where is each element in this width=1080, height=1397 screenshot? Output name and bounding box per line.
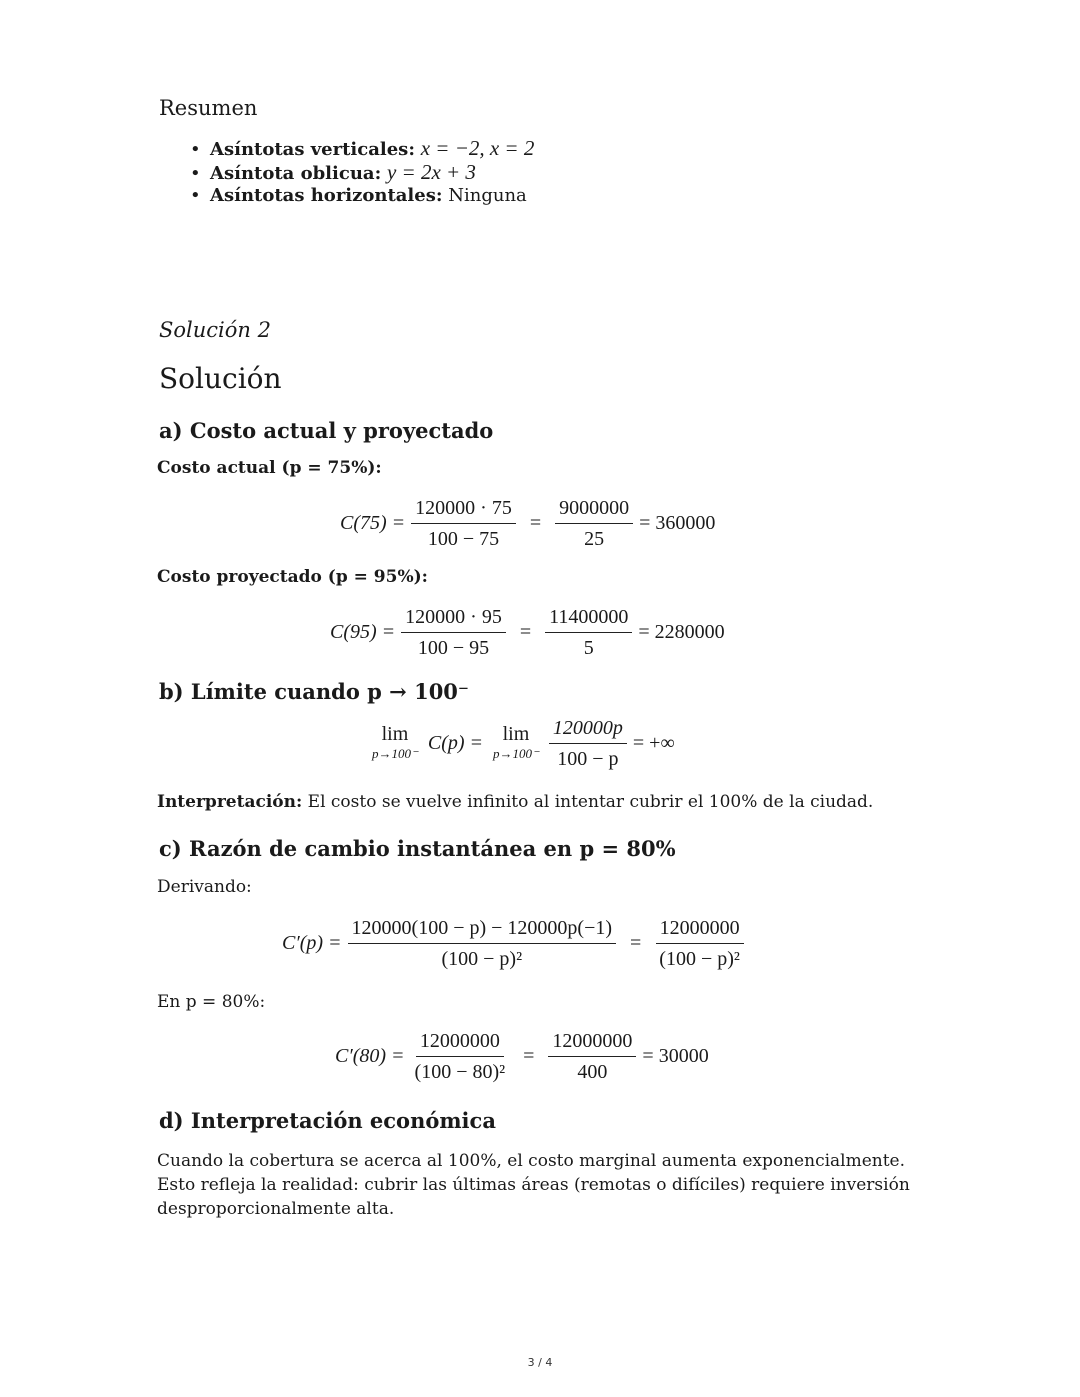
denominator: 100 − 75 (427, 528, 500, 550)
numerator: 120000(100 − p) − 120000p(−1) (348, 916, 616, 944)
limit-operator (372, 724, 418, 764)
denominator: 100 − 95 (417, 637, 490, 659)
denominator: 5 (583, 637, 594, 659)
part-d-heading: d) Interpretación económica (159, 1108, 496, 1133)
interpretation-text: El costo se vuelve infinito al intentar cubrir el 100% de la ciudad. (302, 792, 874, 812)
fraction (555, 496, 633, 551)
numerator: 120000 · 75 (411, 496, 516, 524)
equation-limit (368, 716, 675, 771)
economic-interpretation-text: Cuando la cobertura se acerca al 100%, el costo marginal aumenta exponencialmente. Esto refleja la realidad: cubrir las últimas áreas (remotas o difíciles) requiere inversión desproporcionalmente alta. (157, 1151, 910, 1219)
list-item (190, 136, 534, 160)
eq-lhs: C′(80) = (335, 1045, 405, 1067)
item-label: Asíntotas verticales: (210, 139, 415, 160)
numerator: 9000000 (555, 496, 633, 524)
numerator: 12000000 (416, 1029, 504, 1057)
eq-result: = 30000 (642, 1045, 709, 1067)
item-value: y = 2x + 3 (386, 160, 476, 184)
list-item (190, 184, 534, 208)
limit-operator (493, 724, 539, 764)
lim-subscript: p→100⁻ (493, 745, 539, 761)
item-label: Asíntotas horizontales: (210, 185, 443, 206)
item-value: x = −2, x = 2 (420, 136, 535, 160)
summary-heading: Resumen (159, 96, 258, 120)
en-p-label: En p = 80%: (157, 992, 266, 1012)
equals-sign: = (519, 621, 532, 643)
projected-cost-label-text: Costo proyectado (p = 95%): (157, 567, 428, 587)
part-a-heading: a) Costo actual y proyectado (159, 418, 494, 443)
fraction (655, 916, 744, 971)
fraction (549, 716, 627, 771)
actual-cost-label (157, 458, 382, 478)
equals-sign: = (523, 1045, 535, 1067)
denominator: 400 (577, 1061, 608, 1083)
fraction (545, 605, 632, 660)
equals-sign: = (529, 512, 542, 534)
denominator: (100 − 80)² (414, 1061, 506, 1083)
solution-title: Solución (159, 362, 282, 395)
numerator: 120000p (549, 716, 627, 744)
derivando-label: Derivando: (157, 877, 252, 897)
lim-subscript: p→100⁻ (372, 745, 418, 761)
item-label: Asíntota oblicua: (210, 163, 382, 184)
numerator: 12000000 (548, 1029, 636, 1057)
denominator: 25 (584, 528, 605, 550)
equals-sign: = (630, 932, 642, 954)
lim-word: lim (502, 722, 530, 745)
lim-word: lim (381, 722, 409, 745)
eq-lhs: C(p) = (427, 732, 484, 754)
denominator: (100 − p)² (441, 948, 523, 970)
list-item (190, 160, 534, 184)
eq-result: = 2280000 (638, 621, 725, 643)
page-number: 3 / 4 (527, 1356, 553, 1369)
solution-label: Solución 2 (159, 318, 271, 342)
denominator: 100 − p (557, 748, 619, 770)
fraction (411, 496, 516, 551)
eq-result: = 360000 (639, 512, 716, 534)
summary-list (190, 136, 534, 208)
interpretation-label: Interpretación: (157, 792, 303, 812)
eq-result: = +∞ (632, 732, 675, 754)
eq-lhs: C′(p) = (282, 932, 342, 954)
fraction (348, 916, 616, 971)
equation-c80 (335, 1029, 709, 1084)
fraction (548, 1029, 636, 1084)
denominator: (100 − p)² (659, 948, 740, 970)
fraction (411, 1029, 510, 1084)
projected-cost-label (157, 567, 428, 587)
actual-cost-label-text: Costo actual (p = 75%): (157, 458, 382, 478)
eq-lhs: C(75) = (340, 512, 406, 534)
part-b-heading: b) Límite cuando p → 100⁻ (159, 679, 469, 704)
item-value: Ninguna (448, 185, 527, 206)
equation-c95 (330, 605, 725, 660)
eq-lhs: C(95) = (330, 621, 396, 643)
numerator: 120000 · 95 (401, 605, 506, 633)
fraction (401, 605, 506, 660)
equation-c75 (340, 496, 715, 551)
numerator: 11400000 (545, 605, 632, 633)
numerator: 12000000 (656, 916, 744, 944)
part-c-heading: c) Razón de cambio instantánea en p = 80% (159, 836, 676, 861)
equation-derivative (282, 916, 750, 971)
interpretation-paragraph (157, 790, 937, 814)
